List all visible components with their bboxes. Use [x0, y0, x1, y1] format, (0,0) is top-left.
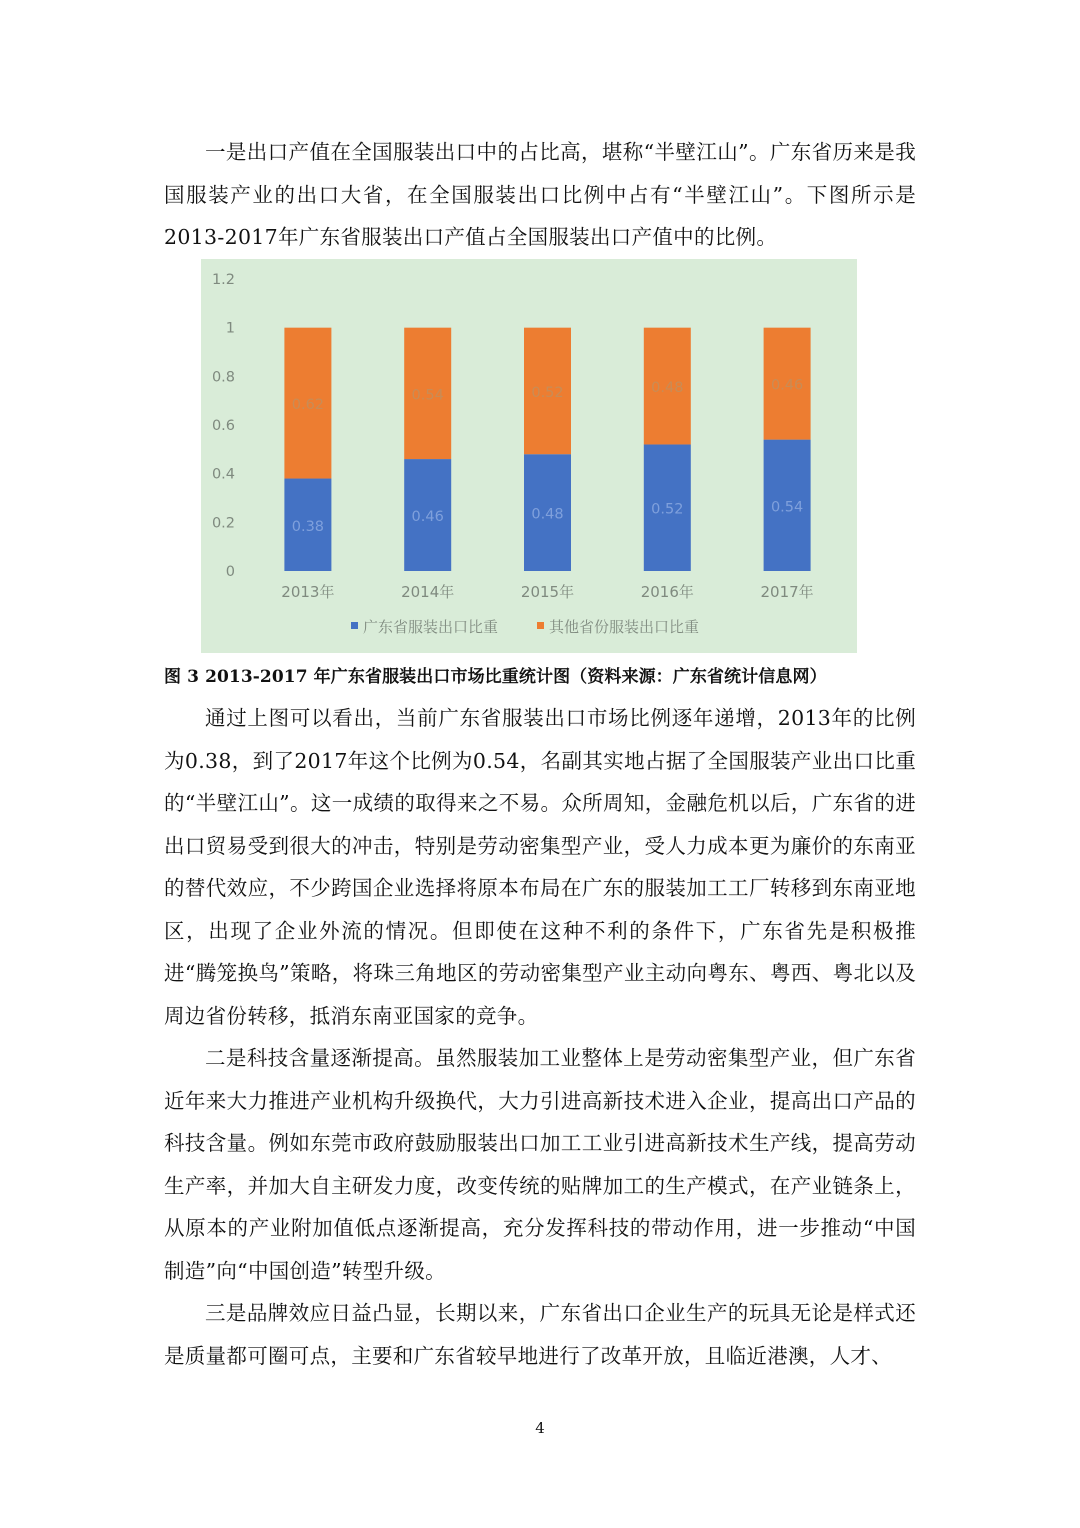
x-tick-label-0: 2013年	[281, 583, 335, 601]
data-label-others-0: 0.62	[291, 397, 325, 414]
paragraph-1: 一是出口产值在全国服装出口中的占比高，堪称“半壁江山”。广东省历来是我国服装产业的出口大省，在全国服装出口比例中占有“半壁江山”。下图所示是2013-2017年广东省服装出口产值占全国服装出口产值中的比例。	[164, 140, 916, 249]
y-tick-label-5: 1	[225, 320, 235, 337]
y-tick-label-0: 0	[225, 564, 235, 580]
chart-canvas	[201, 259, 857, 653]
x-tick-label-4: 2017年	[760, 583, 814, 601]
data-label-guangdong-4: 0.54	[770, 499, 804, 516]
stacked-bar-chart	[201, 259, 857, 653]
y-tick-label-6: 1.2	[211, 272, 235, 288]
paragraph-4: 三是品牌效应日益凸显，长期以来，广东省出口企业生产的玩具无论是样式还是质量都可圈可点，主要和广东省较早地进行了改革开放，且临近港澳，人才、	[164, 1301, 916, 1368]
data-label-guangdong-3: 0.52	[651, 501, 684, 518]
figure-caption: 图 3 2013-2017 年广东省服装出口市场比重统计图（资料来源：广东省统计信息网）	[164, 667, 827, 687]
legend-label-guangdong: 广东省服装出口比重	[363, 618, 499, 636]
paragraph-3: 二是科技含量逐渐提高。虽然服装加工业整体上是劳动密集型产业，但广东省近年来大力推进产业机构升级换代，大力引进高新技术进入企业，提高出口产品的科技含量。例如东莞市政府鼓励服装出口加工工业引进高新技术生产线，提高劳动生产率，并加大自主研发力度，改变传统的贴牌加工的生产模式，在产业链条上，从原本的产业附加值低点逐渐提高，充分发挥科技的带动作用，进一步推动“中国制造”向“中国创造”转型升级。	[164, 1046, 916, 1283]
y-tick-label-4: 0.8	[211, 369, 235, 386]
legend-swatch-others	[537, 622, 544, 629]
data-label-guangdong-1: 0.46	[411, 509, 444, 526]
x-tick-label-3: 2016年	[640, 583, 694, 601]
data-label-others-4: 0.46	[770, 377, 804, 394]
y-tick-label-2: 0.4	[211, 466, 235, 483]
y-tick-label-1: 0.2	[211, 515, 235, 532]
y-tick-label-3: 0.6	[211, 418, 235, 434]
x-tick-label-2: 2015年	[520, 583, 575, 601]
x-tick-label-1: 2014年	[401, 583, 455, 601]
data-label-guangdong-0: 0.38	[291, 518, 325, 535]
data-label-others-3: 0.48	[651, 380, 684, 397]
page-number: 4	[535, 1419, 545, 1437]
data-label-others-1: 0.54	[411, 387, 444, 404]
paragraph-2: 通过上图可以看出，当前广东省服装出口市场比例逐年递增，2013年的比例为0.38，到了2017年这个比例为0.54，名副其实地占据了全国服装产业出口比重的“半壁江山”。这一成绩的取得来之不易。众所周知，金融危机以后，广东省的进出口贸易受到很大的冲击，特别是劳动密集型产业，受人力成本更为廉价的东南亚的替代效应，不少跨国企业选择将原本布局在广东的服装加工工厂转移到东南亚地区，出现了企业外流的情况。但即使在这种不利的条件下，广东省先是积极推进“腾笼换鸟”策略，将珠三角地区的劳动密集型产业主动向粤东、粤西、粤北以及周边省份转移，抵消东南亚国家的竞争。	[164, 706, 916, 1028]
legend-swatch-guangdong	[351, 622, 358, 629]
legend-label-others: 其他省份服装出口比重	[549, 618, 700, 636]
data-label-guangdong-2: 0.48	[531, 506, 564, 523]
data-label-others-2: 0.52	[531, 384, 564, 401]
